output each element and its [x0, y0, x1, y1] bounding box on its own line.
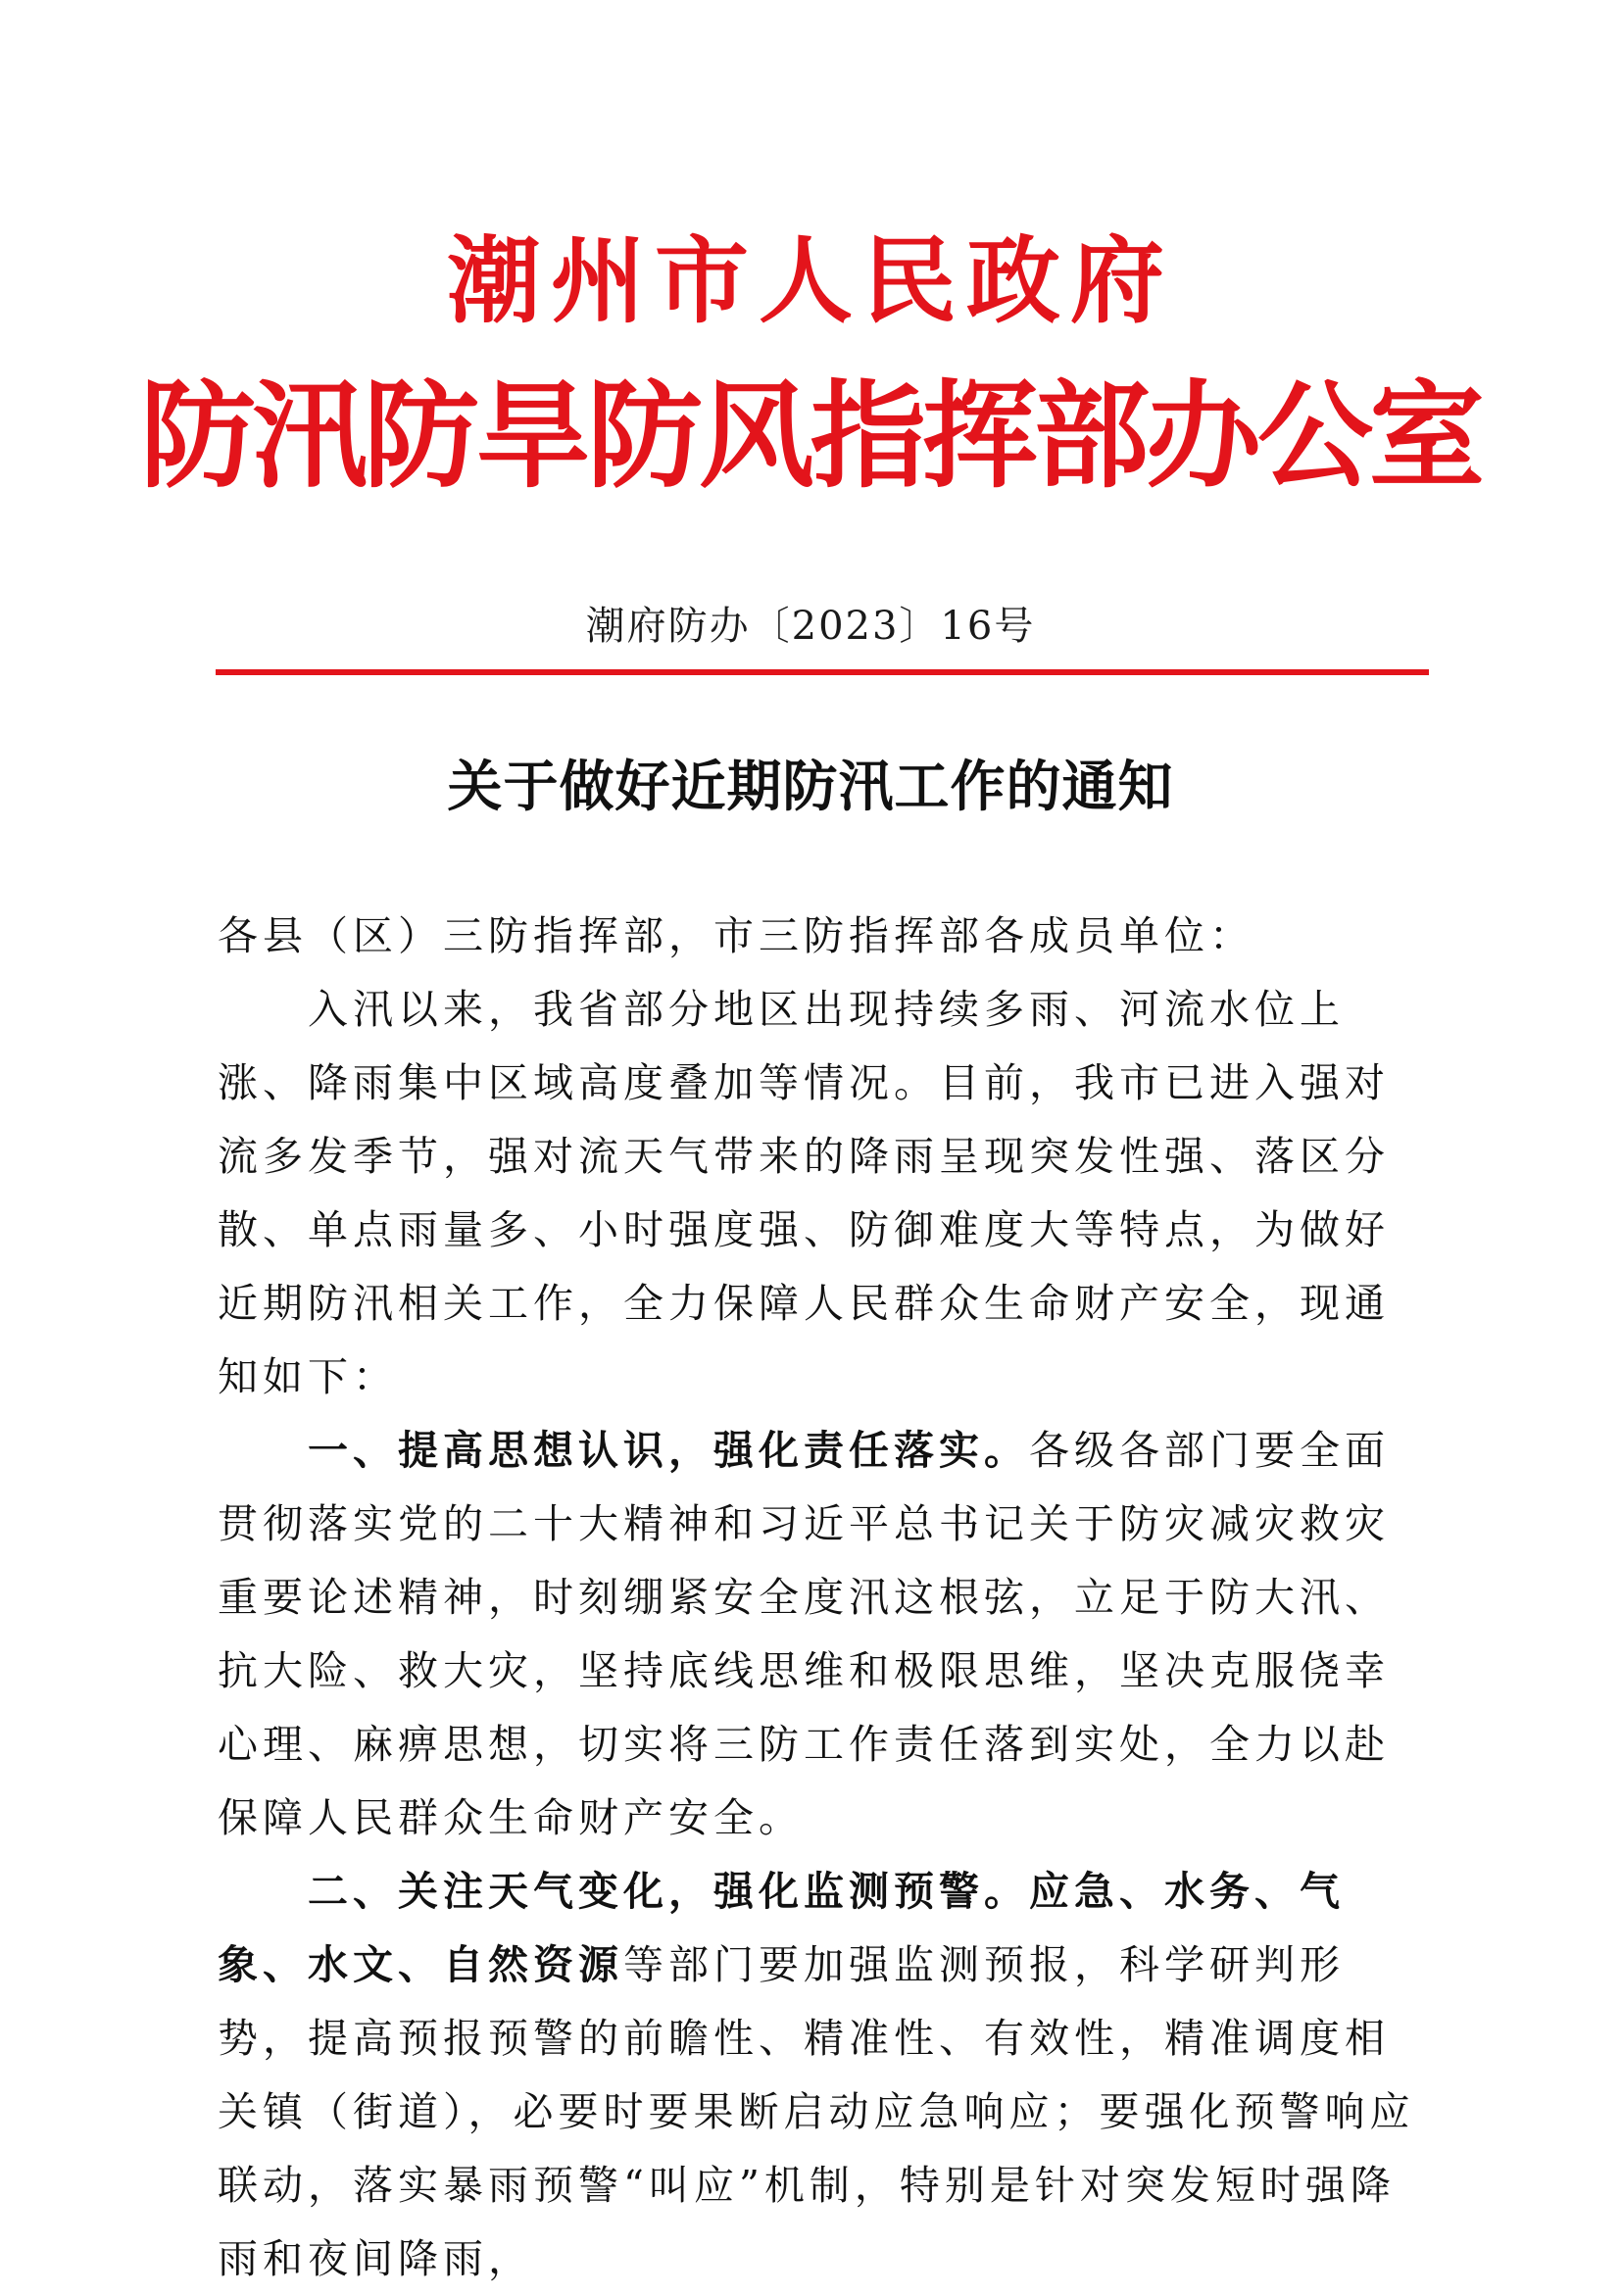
document-title: 关于做好近期防汛工作的通知	[447, 755, 1174, 819]
section-1-paragraph	[218, 1414, 1419, 1855]
section-2-body: 等部门要加强监测预报，科学研判形势，提高预报预警的前瞻性、精准性、有效性，精准调度相关镇（街道），必要时要果断启动应急响应；要强化预警响应联动，落实暴雨预警“叫应”机制，特别是针对突发短时强降雨和夜间降雨，	[218, 1941, 1415, 2282]
issuing-office-name-line2: 防汛防旱防风指挥部办公室	[139, 367, 1481, 504]
issuing-office-name-line1: 潮州市人民政府	[447, 225, 1174, 336]
section-1-body: 各级各部门要全面贯彻落实党的二十大精神和习近平总书记关于防灾减灾救灾重要论述精神，时刻绷紧安全度汛这根弦，立足于防大汛、抗大险、救大灾，坚持底线思维和极限思维，坚决克服侥幸心理、麻痹思想，切实将三防工作责任落到实处，全力以赴保障人民群众生命财产安全。	[218, 1427, 1390, 1841]
section-2-bold-lead: 应急、水务、气象、水文、自然资源	[218, 1868, 1345, 1988]
section-1-heading: 一、提高思想认识，强化责任落实。	[308, 1427, 1029, 1474]
section-2-paragraph	[218, 1855, 1419, 2296]
salutation: 各县（区）三防指挥部，市三防指挥部各成员单位：	[218, 912, 1254, 959]
red-separator-line	[216, 669, 1429, 675]
document-body	[218, 900, 1419, 2296]
document-number: 潮府防办〔2023〕16号	[585, 604, 1036, 649]
intro-paragraph: 入汛以来，我省部分地区出现持续多雨、河流水位上涨、降雨集中区域高度叠加等情况。目前，我市已进入强对流多发季节，强对流天气带来的降雨呈现突发性强、落区分散、单点雨量多、小时强度强、防御难度大等特点，为做好近期防汛相关工作，全力保障人民群众生命财产安全，现通知如下：	[218, 986, 1390, 1400]
section-2-heading: 二、关注天气变化，强化监测预警。	[308, 1868, 1029, 1915]
